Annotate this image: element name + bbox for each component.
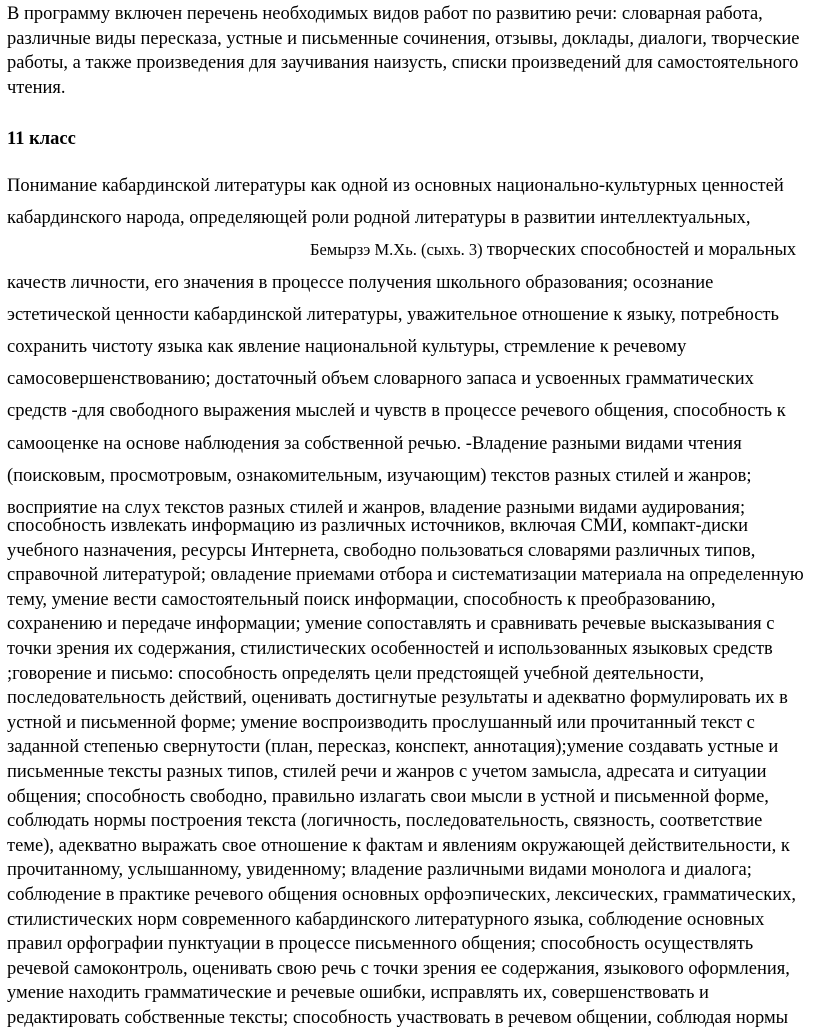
continuation-line: справочной литературой; овладение приемами отбора и систематизации материала на определенную bbox=[7, 565, 804, 586]
continuation-line: редактировать собственные тексты; способность участвовать в речевом общении, соблюдая нормы bbox=[7, 1007, 789, 1028]
continuation-line: способность извлекать информацию из различных источников, включая СМИ, компакт-диски bbox=[7, 516, 749, 536]
continuation-line: прочитанному, услышанному, увиденному; владение различными видами монолога и диалога; bbox=[7, 860, 752, 881]
intro-paragraph bbox=[7, 2, 811, 100]
continuation-line: точки зрения их содержания, стилистических особенностей и использованных языковых средств bbox=[7, 638, 773, 659]
continuation-line: письменные тексты разных типов, стилей речи и жанров с учетом замысла, адресата и ситуации bbox=[7, 761, 767, 782]
main-line: Понимание кабардинской литературы как одной из основных национально-культурных ценностей bbox=[7, 176, 784, 196]
continuation-line: заданной степенью свернутости (план, пересказ, конспект, аннотация);умение создавать устные и bbox=[7, 737, 779, 758]
main-line: (поисковым, просмотровым, ознакомительным, изучающим) текстов разных стилей и жанров; bbox=[7, 465, 752, 486]
continuation-line: умение находить грамматические и речевые ошибки, исправлять их, совершенствовать и bbox=[7, 983, 709, 1004]
continuation-line: устной и письменной форме; умение воспроизводить прослушанный или прочитанный текст с bbox=[7, 712, 755, 733]
main-line: средств -для свободного выражения мыслей и чувств в процессе речевого общения, способность к bbox=[7, 401, 786, 422]
continuation-line: последовательность действий, оценивать достигнутые результаты и адекватно формулировать их в bbox=[7, 688, 788, 709]
main-line: восприятие на слух текстов разных стилей и жанров, владение разными видами аудирования; bbox=[7, 498, 746, 519]
main-line: кабардинского народа, определяющей роли родной литературы в развитии интеллектуальных, bbox=[7, 208, 751, 229]
intro-line: работы, а также произведения для заучивания наизусть, списки произведений для самостоятельного bbox=[7, 53, 799, 73]
section-heading: 11 класс bbox=[7, 129, 76, 149]
continuation-line: правил орфографии пунктуации в процессе письменного общения; способность осуществлять bbox=[7, 934, 754, 955]
continuation-line: учебного назначения, ресурсы Интернета, свободно пользоваться словарями различных типов, bbox=[7, 540, 756, 561]
main-line: сохранить чистоту языка как явление национальной культуры, стремление к речевому bbox=[7, 337, 687, 358]
continuation-line: ;говорение и письмо: способность определять цели предстоящей учебной деятельности, bbox=[7, 663, 704, 684]
main-line: самооценке на основе наблюдения за собственной речью. -Владение разными видами чтения bbox=[7, 433, 742, 454]
continuation-line: стилистических норм современного кабардинского литературного языка, соблюдение основных bbox=[7, 909, 765, 930]
continuation-line: теме), адекватно выражать свое отношение к фактам и явлениям окружающей действительности, к bbox=[7, 835, 790, 856]
intro-line: чтения. bbox=[7, 77, 66, 98]
main-paragraph bbox=[7, 170, 811, 524]
main-line: эстетической ценности кабардинской литературы, уважительное отношение к языку, потребность bbox=[7, 304, 779, 325]
main-line: качеств личности, его значения в процессе получения школьного образования; осознание bbox=[7, 272, 714, 293]
continuation-line: соблюдать нормы построения текста (логичность, последовательность, связность, соответствие bbox=[7, 811, 763, 832]
intro-line: В программу включен перечень необходимых видов работ по развитию речи: словарная работа, bbox=[7, 4, 763, 24]
intro-line: различные виды пересказа, устные и письменные сочинения, отзывы, доклады, диалоги, творческие bbox=[7, 28, 800, 49]
continuation-line: соблюдение в практике речевого общения основных орфоэпических, лексических, грамматических, bbox=[7, 884, 796, 905]
continuation-line: сохранению и передаче информации; умение сопоставлять и сравнивать речевые высказывания с bbox=[7, 614, 775, 635]
continuation-line: общения; способность свободно, правильно излагать свои мысли в устной и письменной форме, bbox=[7, 786, 769, 807]
main-line: самосовершенствованию; достаточный объем словарного запаса и усвоенных грамматических bbox=[7, 369, 754, 390]
continuation-paragraph bbox=[7, 514, 811, 1030]
continuation-line: тему, умение вести самостоятельный поиск информации, способность к преобразованию, bbox=[7, 589, 716, 610]
main-line-text: творческих способностей и моральных bbox=[486, 240, 797, 261]
author-note: Бемырзэ М.Хь. (сыхь. 3) bbox=[310, 240, 487, 260]
main-line-with-author bbox=[7, 234, 811, 266]
continuation-line: речевой самоконтроль, оценивать свою речь с точки зрения ее содержания, языкового оформления, bbox=[7, 958, 790, 979]
